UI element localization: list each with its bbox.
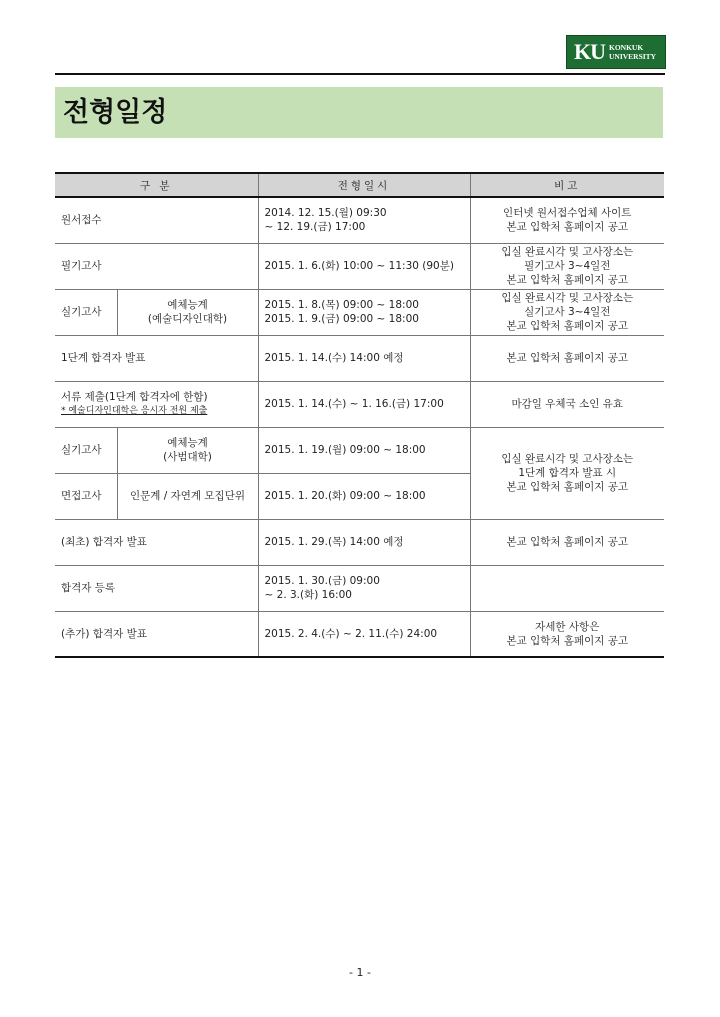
row-date: 2015. 1. 30.(금) 09:00 ~ 2. 3.(화) 16:00 — [258, 565, 470, 611]
row-sublabel: 예체능계 (사범대학) — [117, 427, 258, 473]
row-note: 본교 입학처 홈페이지 공고 — [470, 519, 664, 565]
table-row — [55, 243, 664, 289]
row-note: 인터넷 원서접수업체 사이트 본교 입학처 홈페이지 공고 — [470, 197, 664, 243]
logo-line1: KONKUK — [609, 43, 644, 52]
row-date: 2015. 2. 4.(수) ~ 2. 11.(수) 24:00 — [258, 611, 470, 657]
row-note: 본교 입학처 홈페이지 공고 — [470, 335, 664, 381]
row-label: 실기고사 — [55, 289, 117, 335]
row-sublabel: 인문계 / 자연계 모집단위 — [117, 473, 258, 519]
row-label: (최초) 합격자 발표 — [55, 519, 258, 565]
table-row — [55, 565, 664, 611]
row-date: 2015. 1. 20.(화) 09:00 ~ 18:00 — [258, 473, 470, 519]
table-row — [55, 611, 664, 657]
row-sublabel: 예체능계 (예술디자인대학) — [117, 289, 258, 335]
row-label: (추가) 합격자 발표 — [55, 611, 258, 657]
row-note: 입실 완료시각 및 고사장소는 1단계 합격자 발표 시 본교 입학처 홈페이지 공고 — [470, 427, 664, 519]
table-row — [55, 197, 664, 243]
header-rule — [55, 73, 665, 75]
title-band — [55, 87, 663, 138]
row-label: 서류 제출(1단계 합격자에 한함) * 예술디자인대학은 응시자 전원 제출 — [55, 381, 258, 427]
table-row — [55, 289, 664, 335]
row-date: 2015. 1. 6.(화) 10:00 ~ 11:30 (90분) — [258, 243, 470, 289]
row-label: 면접고사 — [55, 473, 117, 519]
row-date: 2015. 1. 29.(목) 14:00 예정 — [258, 519, 470, 565]
header-datetime: 전형일시 — [258, 173, 470, 197]
table-row — [55, 427, 664, 473]
table-row — [55, 335, 664, 381]
logo-text — [605, 43, 656, 61]
row-label: 합격자 등록 — [55, 565, 258, 611]
row-date: 2015. 1. 8.(목) 09:00 ~ 18:00 2015. 1. 9.(금) 09:00 ~ 18:00 — [258, 289, 470, 335]
row-note: 마감일 우체국 소인 유효 — [470, 381, 664, 427]
logo-mark: KU — [574, 39, 605, 64]
table-row — [55, 519, 664, 565]
row-label: 원서접수 — [55, 197, 258, 243]
schedule-table — [55, 172, 664, 658]
row-date: 2015. 1. 14.(수) 14:00 예정 — [258, 335, 470, 381]
row-note: 입실 완료시각 및 고사장소는 실기고사 3~4일전 본교 입학처 홈페이지 공고 — [470, 289, 664, 335]
row-date: 2014. 12. 15.(월) 09:30 ~ 12. 19.(금) 17:00 — [258, 197, 470, 243]
header-category: 구 분 — [55, 173, 258, 197]
table-row — [55, 381, 664, 427]
table-header-row — [55, 173, 664, 197]
row-label: 필기고사 — [55, 243, 258, 289]
row-label: 실기고사 — [55, 427, 117, 473]
header-remarks: 비고 — [470, 173, 664, 197]
logo-line2: UNIVERSITY — [609, 52, 657, 61]
konkuk-logo — [566, 35, 666, 69]
page-number: - 1 - — [349, 966, 371, 979]
row-label: 1단계 합격자 발표 — [55, 335, 258, 381]
row-note — [470, 565, 664, 611]
page-title: 전형일정 — [63, 97, 168, 128]
row-date: 2015. 1. 19.(월) 09:00 ~ 18:00 — [258, 427, 470, 473]
row-date: 2015. 1. 14.(수) ~ 1. 16.(금) 17:00 — [258, 381, 470, 427]
row-note: 입실 완료시각 및 고사장소는 필기고사 3~4일전 본교 입학처 홈페이지 공고 — [470, 243, 664, 289]
row-note: 자세한 사항은 본교 입학처 홈페이지 공고 — [470, 611, 664, 657]
row-footnote: * 예술디자인대학은 응시자 전원 제출 — [61, 406, 208, 416]
